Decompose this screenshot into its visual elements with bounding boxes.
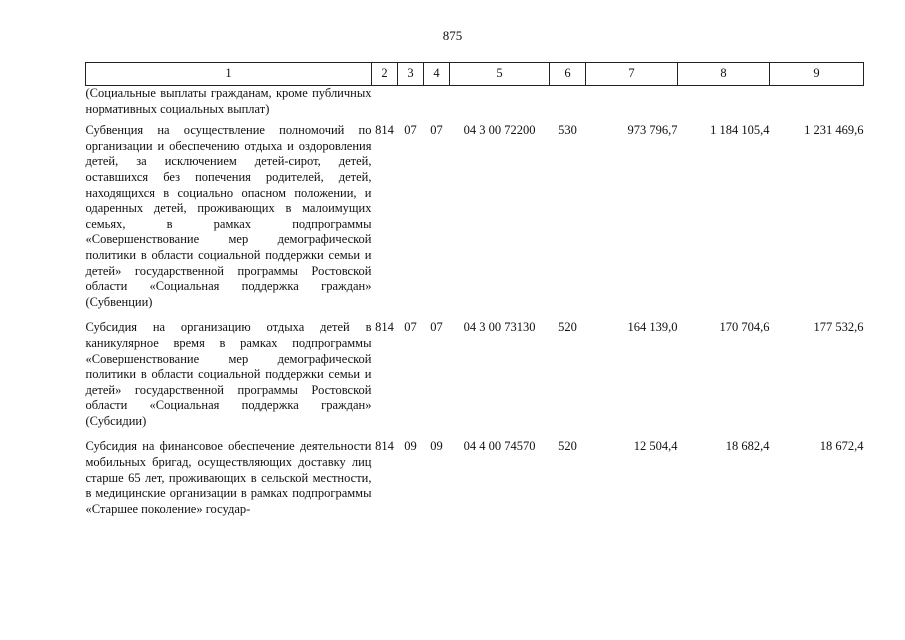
cell-amount-year-3: 177 532,6 [813,320,864,335]
cell-expense-type: 520 [558,320,577,335]
column-header: 1 [86,63,372,86]
row-description: Субвенция на осуществление полномочий по организации и обеспечению отдыха и оздоровления детей, за исключением детей-сирот, детей, оставшихся без попечения родителей, детей, находящихся в социально опасном положении, и одаренных детей, проживающих в малоимущих семьях, в рамках подпрограммы «Совершенствование мер демографической политики в области социальной поддержки семьи и детей» государственной программы Ростовской области «Социальная поддержка граждан» (Субвенции) [85,123,372,309]
table-header-row [86,63,864,86]
cell-amount-year-1 [586,86,678,118]
cell-amount-year-2 [678,86,770,118]
table-row [86,117,864,314]
cell-section-code: 07 [404,123,417,138]
cell-subsection-code: 09 [430,439,443,454]
column-header: 2 [372,63,398,86]
cell-expense-type: 530 [558,123,577,138]
cell-target-article [450,86,550,118]
column-header: 3 [398,63,424,86]
table-row [86,433,864,521]
cell-amount-year-1: 12 504,4 [633,439,678,454]
column-header: 4 [424,63,450,86]
page-number: 875 [442,28,463,43]
cell-amount-year-2: 18 682,4 [725,439,770,454]
column-header: 5 [450,63,550,86]
cell-target-article: 04 4 00 74570 [463,439,536,454]
table-row [86,86,864,118]
cell-amount-year-1: 164 139,0 [627,320,678,335]
cell-section-code: 09 [404,439,417,454]
row-description: (Социальные выплаты гражданам, кроме публичных нормативных социальных выплат) [85,86,372,116]
cell-expense-type: 520 [558,439,577,454]
column-header: 6 [550,63,586,86]
column-header: 7 [586,63,678,86]
cell-ministry-code: 814 [375,320,394,335]
cell-amount-year-2: 1 184 105,4 [710,123,770,138]
row-description: Субсидия на финансовое обеспечение деятельности мобильных бригад, осуществляющих доставку лиц старше 65 лет, проживающих в сельской местности, в медицинские организации в рамках подпрограммы «Старшее поколение» государ- [85,439,372,516]
table-row [86,314,864,433]
column-header: 8 [678,63,770,86]
cell-subsection-code [424,86,450,118]
cell-amount-year-3 [770,86,864,118]
cell-section-code: 07 [404,320,417,335]
cell-amount-year-3: 1 231 469,6 [804,123,864,138]
cell-target-article: 04 3 00 73130 [463,320,536,335]
column-header: 9 [770,63,864,86]
cell-amount-year-2: 170 704,6 [719,320,770,335]
cell-ministry-code: 814 [375,123,394,138]
cell-ministry-code [372,86,398,118]
row-description: Субсидия на организацию отдыха детей в каникулярное время в рамках подпрограммы «Совершенствование мер демографической политики в области социальной поддержки семьи и детей» государственной программы Ростовской области «Социальная поддержка граждан» (Субсидии) [85,320,372,428]
budget-table [85,62,864,521]
cell-ministry-code: 814 [375,439,394,454]
cell-target-article: 04 3 00 72200 [463,123,536,138]
cell-amount-year-1: 973 796,7 [627,123,678,138]
cell-subsection-code: 07 [430,320,443,335]
cell-amount-year-3: 18 672,4 [819,439,864,454]
cell-expense-type [550,86,586,118]
cell-section-code [398,86,424,118]
cell-subsection-code: 07 [430,123,443,138]
